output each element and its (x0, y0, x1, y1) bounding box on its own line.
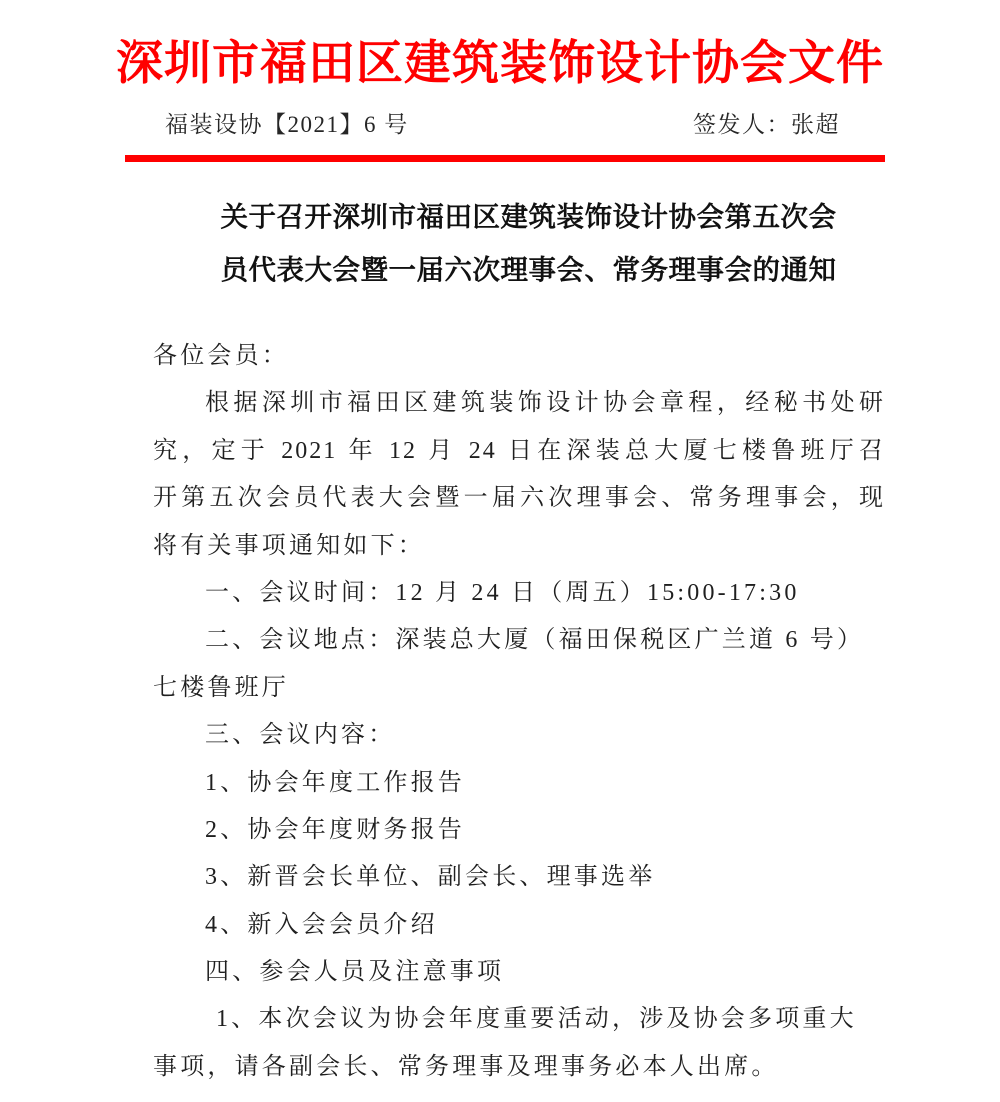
body-line: 1、本次会议为协会年度重要活动，涉及协会多项重大 (216, 1006, 857, 1033)
body-line-meeting-place: 二、会议地点：深装总大厦（福田保税区广兰道 6 号） (205, 627, 865, 654)
document-meta-row (165, 106, 840, 139)
notice-title-line2: 员代表大会暨一届六次理事会、常务理事会的通知 (220, 254, 837, 285)
notice-title (135, 190, 922, 296)
notice-title-line1: 关于召开深圳市福田区建筑装饰设计协会第五次会 (220, 201, 837, 232)
body-line: 七楼鲁班厅 (153, 674, 289, 701)
body-line: 究，定于 2021 年 12 月 24 日在深装总大厦七楼鲁班厅召 (153, 437, 885, 464)
body-line-meeting-time: 一、会议时间：12 月 24 日（周五）15:00-17:30 (205, 579, 800, 606)
body-line: 将有关事项通知如下： (153, 532, 425, 559)
body-line: 开第五次会员代表大会暨一届六次理事会、常务理事会，现 (153, 485, 885, 512)
notice-body (153, 333, 885, 1091)
issuer-name: 签发人：张超 (693, 112, 840, 137)
body-line-attendees: 四、参会人员及注意事项 (205, 959, 505, 986)
body-line: 事项，请各副会长、常务理事及理事务必本人出席。 (153, 1053, 779, 1080)
doc-number: 福装设协【2021】6 号 (165, 112, 409, 137)
body-line-item-4: 4、新入会会员介绍 (205, 911, 438, 938)
org-title-banner: 深圳市福田区建筑装饰设计协会文件 (116, 38, 884, 90)
body-line-item-2: 2、协会年度财务报告 (205, 816, 465, 843)
body-line-salutation: 各位会员： (153, 343, 289, 369)
body-line: 根据深圳市福田区建筑装饰设计协会章程，经秘书处研 (205, 390, 885, 417)
body-line-item-1: 1、协会年度工作报告 (205, 769, 465, 796)
body-line-item-3: 3、新晋会长单位、副会长、理事选举 (205, 864, 656, 891)
body-line-meeting-content: 三、会议内容： (205, 722, 396, 749)
red-separator-line (125, 155, 885, 162)
